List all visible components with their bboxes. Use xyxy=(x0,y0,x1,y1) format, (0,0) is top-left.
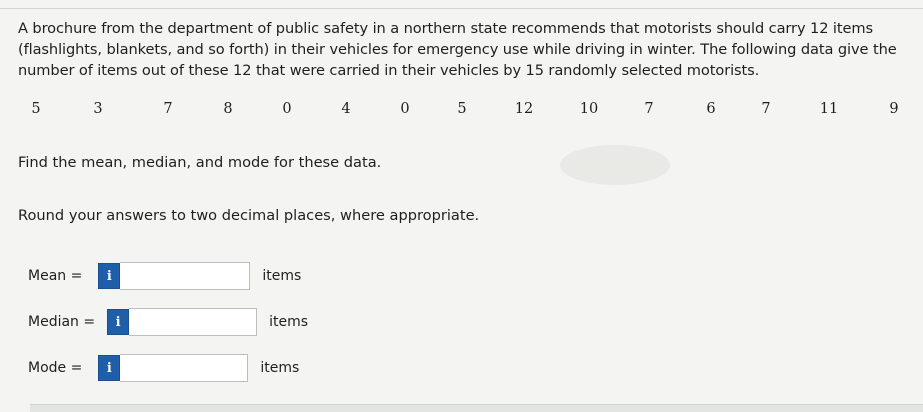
data-value: 3 xyxy=(93,101,103,117)
data-value: 0 xyxy=(400,101,410,117)
top-divider xyxy=(0,8,923,9)
median-label: Median = xyxy=(28,314,96,330)
data-value: 7 xyxy=(163,101,173,117)
data-value: 11 xyxy=(819,101,839,117)
data-value: 0 xyxy=(282,101,292,117)
mean-answer-row xyxy=(28,261,301,291)
mean-unit: items xyxy=(262,268,302,284)
mode-input[interactable] xyxy=(120,354,248,382)
find-instruction: Find the mean, median, and mode for these data. xyxy=(18,154,382,171)
rounding-instruction: Round your answers to two decimal places, where appropriate. xyxy=(18,207,480,224)
problem-statement: A brochure from the department of public safety in a northern state recommends that motorists should carry 12 items (flashlights, blankets, and so forth) in their vehicles for emergency use while driving in winter. The following data give the number of items out of these 12 that were carried in their vehicles by 15 randomly selected motorists. xyxy=(18,20,897,79)
median-answer-group xyxy=(107,308,257,336)
data-value: 5 xyxy=(31,101,41,117)
data-value: 7 xyxy=(761,101,771,117)
median-answer-row xyxy=(28,307,308,337)
data-value: 7 xyxy=(644,101,654,117)
mode-unit: items xyxy=(260,360,300,376)
mean-label: Mean = xyxy=(28,268,83,284)
data-value: 4 xyxy=(341,101,351,117)
data-value: 5 xyxy=(457,101,467,117)
mode-label: Mode = xyxy=(28,360,83,376)
data-values-row xyxy=(0,101,923,123)
data-value: 6 xyxy=(706,101,716,117)
mode-info-icon[interactable]: i xyxy=(98,355,120,381)
median-input[interactable] xyxy=(129,308,257,336)
mode-answer-group xyxy=(98,354,248,382)
data-value: 12 xyxy=(514,101,534,117)
mode-answer-row xyxy=(28,353,299,383)
median-unit: items xyxy=(269,314,309,330)
mean-info-icon[interactable]: i xyxy=(98,263,120,289)
background-smudge xyxy=(560,145,670,185)
data-value: 8 xyxy=(223,101,233,117)
mean-answer-group xyxy=(98,262,250,290)
mean-input[interactable] xyxy=(120,262,250,290)
data-value: 9 xyxy=(889,101,899,117)
data-value: 10 xyxy=(579,101,599,117)
median-info-icon[interactable]: i xyxy=(107,309,129,335)
